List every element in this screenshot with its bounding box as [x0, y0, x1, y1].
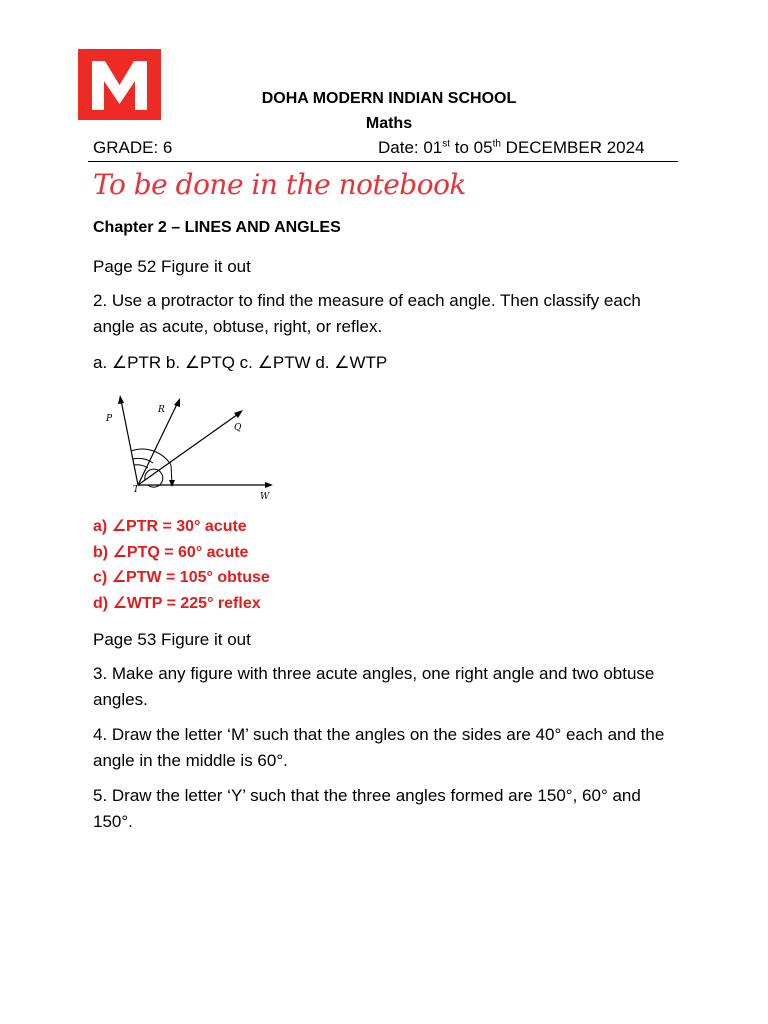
subject-title: Maths: [365, 115, 413, 132]
date-sup-1: st: [442, 138, 451, 150]
label-r: R: [158, 405, 165, 415]
question-3: 3. Make any figure with three acute angles, one right angle and two obtuse angles.: [93, 664, 655, 709]
grade-label: GRADE: 6: [93, 138, 173, 157]
answer-a: a) ∠PTR = 30° acute: [93, 518, 247, 535]
label-w: W: [260, 492, 270, 502]
header-divider: [88, 161, 678, 162]
section-heading-page-53: Page 53 Figure it out: [93, 630, 251, 649]
question-5: 5. Draw the letter ‘Y’ such that the three angles formed are 150°, 60° and 150°.: [93, 786, 641, 831]
label-t: T: [133, 485, 140, 495]
label-p: P: [106, 414, 113, 424]
section-heading-page-52: Page 52 Figure it out: [93, 257, 251, 276]
label-q: Q: [234, 423, 242, 433]
date-prefix: Date: 01: [378, 138, 443, 157]
answer-d: d) ∠WTP = 225° reflex: [93, 595, 261, 612]
answer-c: c) ∠PTW = 105° obtuse: [93, 569, 270, 586]
m-logo-icon: [78, 49, 161, 120]
date-sup-2: th: [492, 138, 501, 150]
angle-figure: [93, 385, 283, 505]
date-suffix: DECEMBER 2024: [500, 138, 645, 157]
answer-b: b) ∠PTQ = 60° acute: [93, 544, 249, 561]
instruction-heading: To be done in the notebook: [93, 168, 466, 201]
question-2-parts: a. ∠PTR b. ∠PTQ c. ∠PTW d. ∠WTP: [93, 353, 388, 372]
school-logo: [78, 49, 161, 120]
date-label: [378, 138, 645, 158]
date-mid: to 05: [450, 138, 493, 157]
chapter-title: Chapter 2 – LINES AND ANGLES: [93, 219, 341, 236]
question-2: 2. Use a protractor to find the measure of each angle. Then classify each angle as acute, obtuse, right, or reflex.: [93, 291, 641, 336]
question-4: 4. Draw the letter ‘M’ such that the angles on the sides are 40° each and the angle in the middle is 60°.: [93, 725, 665, 770]
school-name: DOHA MODERN INDIAN SCHOOL: [261, 90, 517, 107]
